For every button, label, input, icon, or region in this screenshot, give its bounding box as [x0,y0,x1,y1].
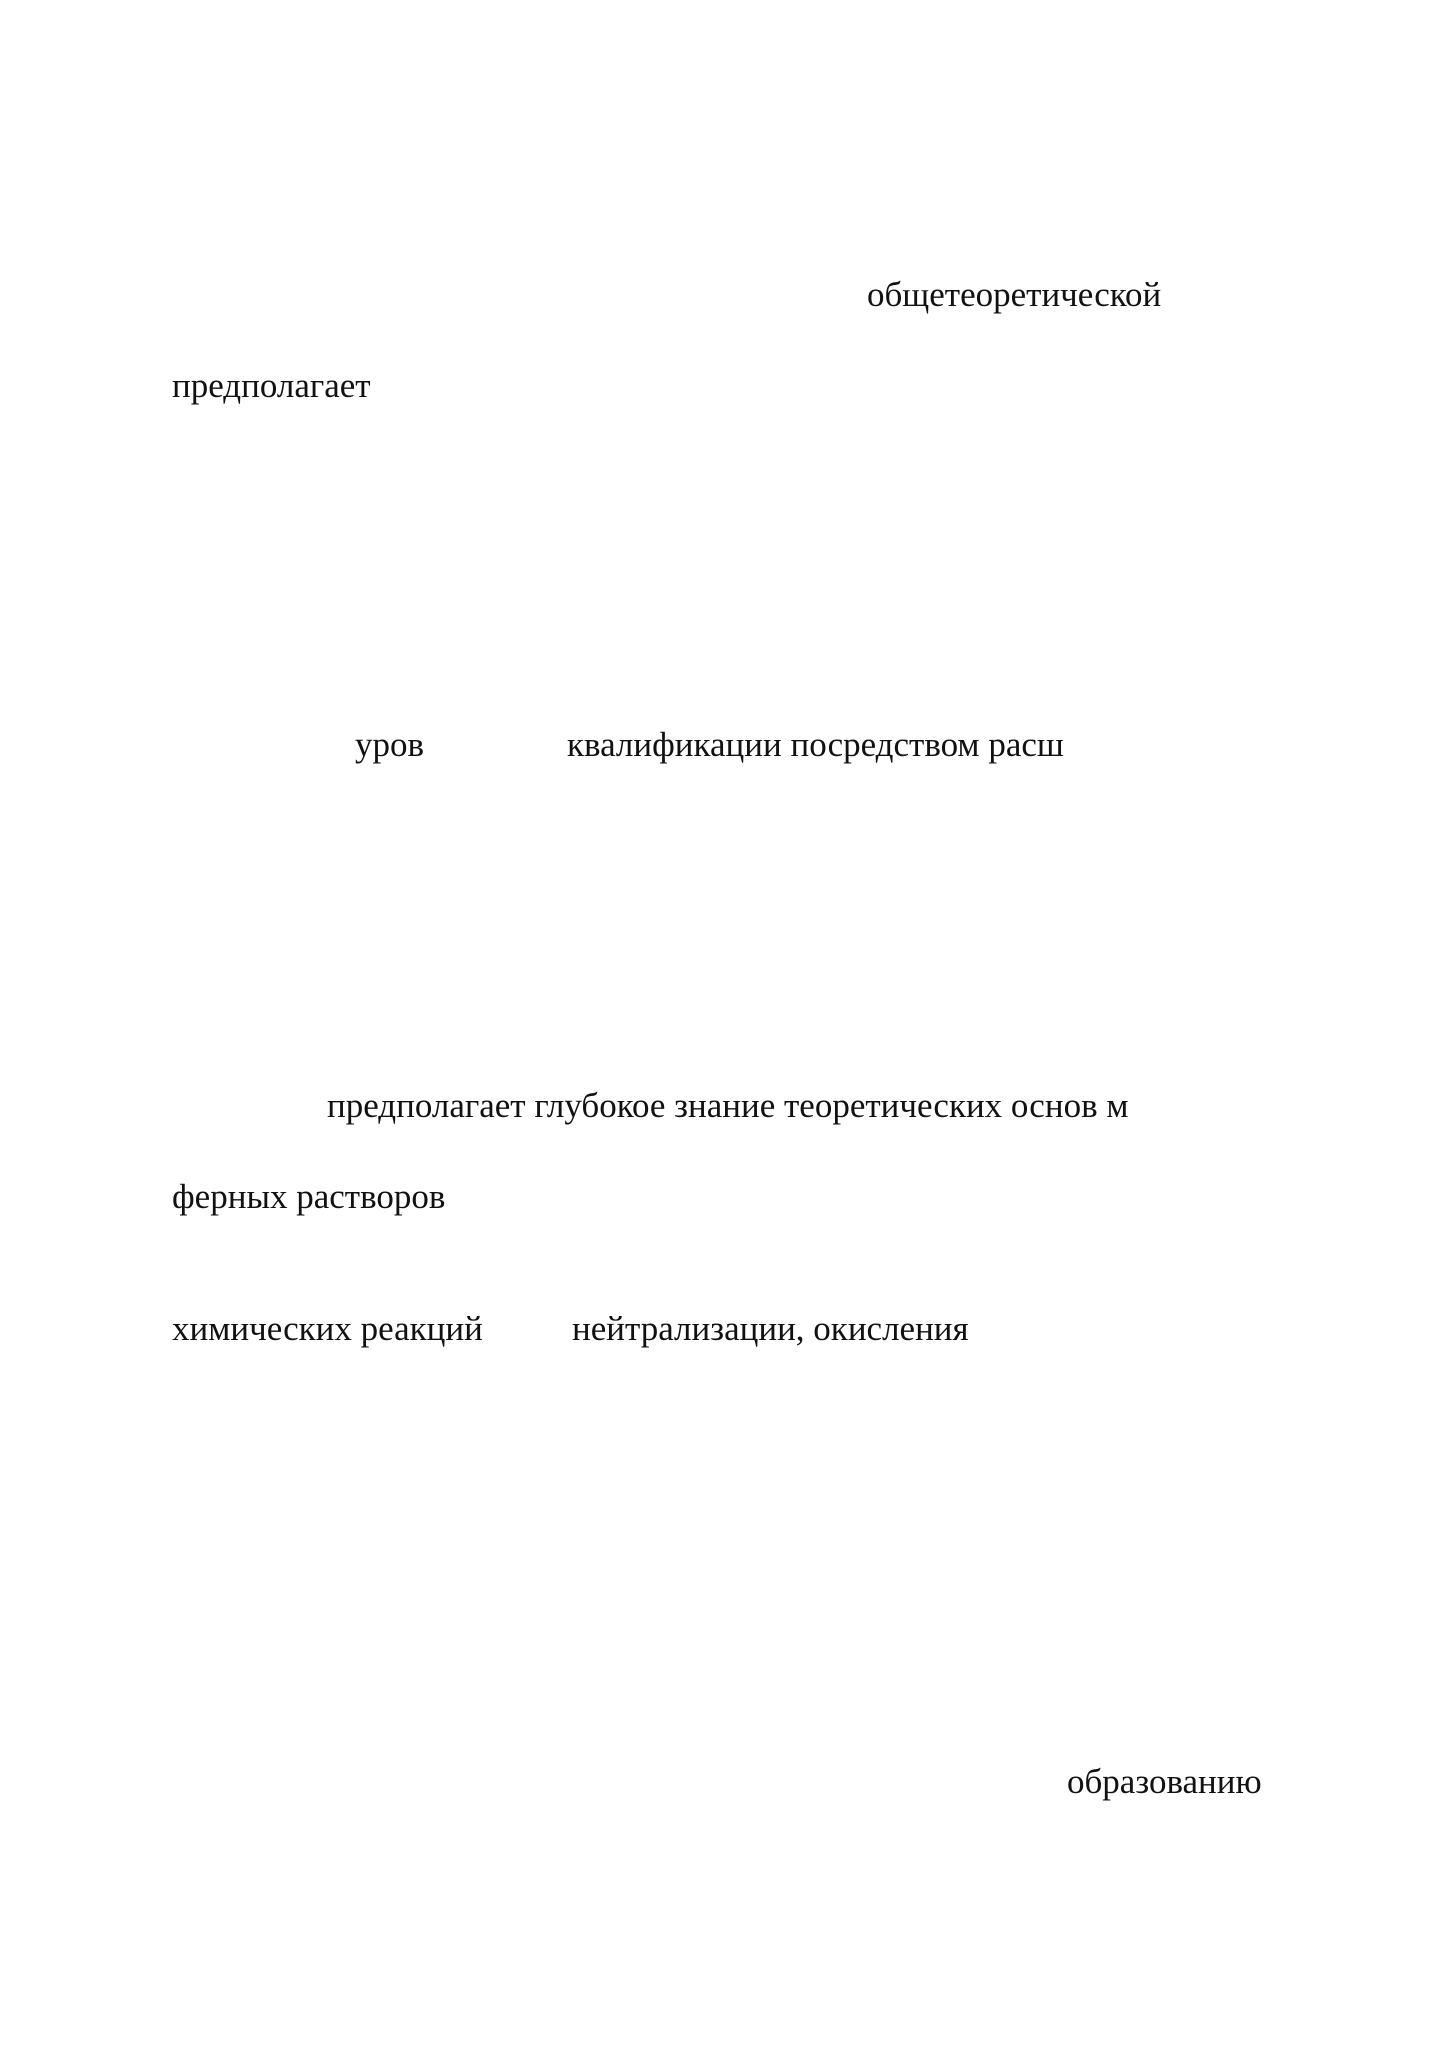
text-fragment-chemical-reactions: химических реакций [172,1309,483,1348]
text-fragment-qualification: квалификации посредством расш [567,725,1064,764]
text-fragment-assumes: предполагает [172,366,371,405]
text-fragment-deep-knowledge: предполагает глубокое знание теоретических основ м [327,1086,1129,1125]
text-fragment-level-partial: уров [355,725,425,764]
text-fragment-buffer-solutions: ферных растворов [172,1177,446,1216]
text-fragment-education: образованию [1067,1762,1262,1801]
text-fragment-neutralization-oxidation: нейтрализации, окисления [572,1309,969,1348]
text-fragment-general-theoretical: общетеоретической [867,275,1162,314]
